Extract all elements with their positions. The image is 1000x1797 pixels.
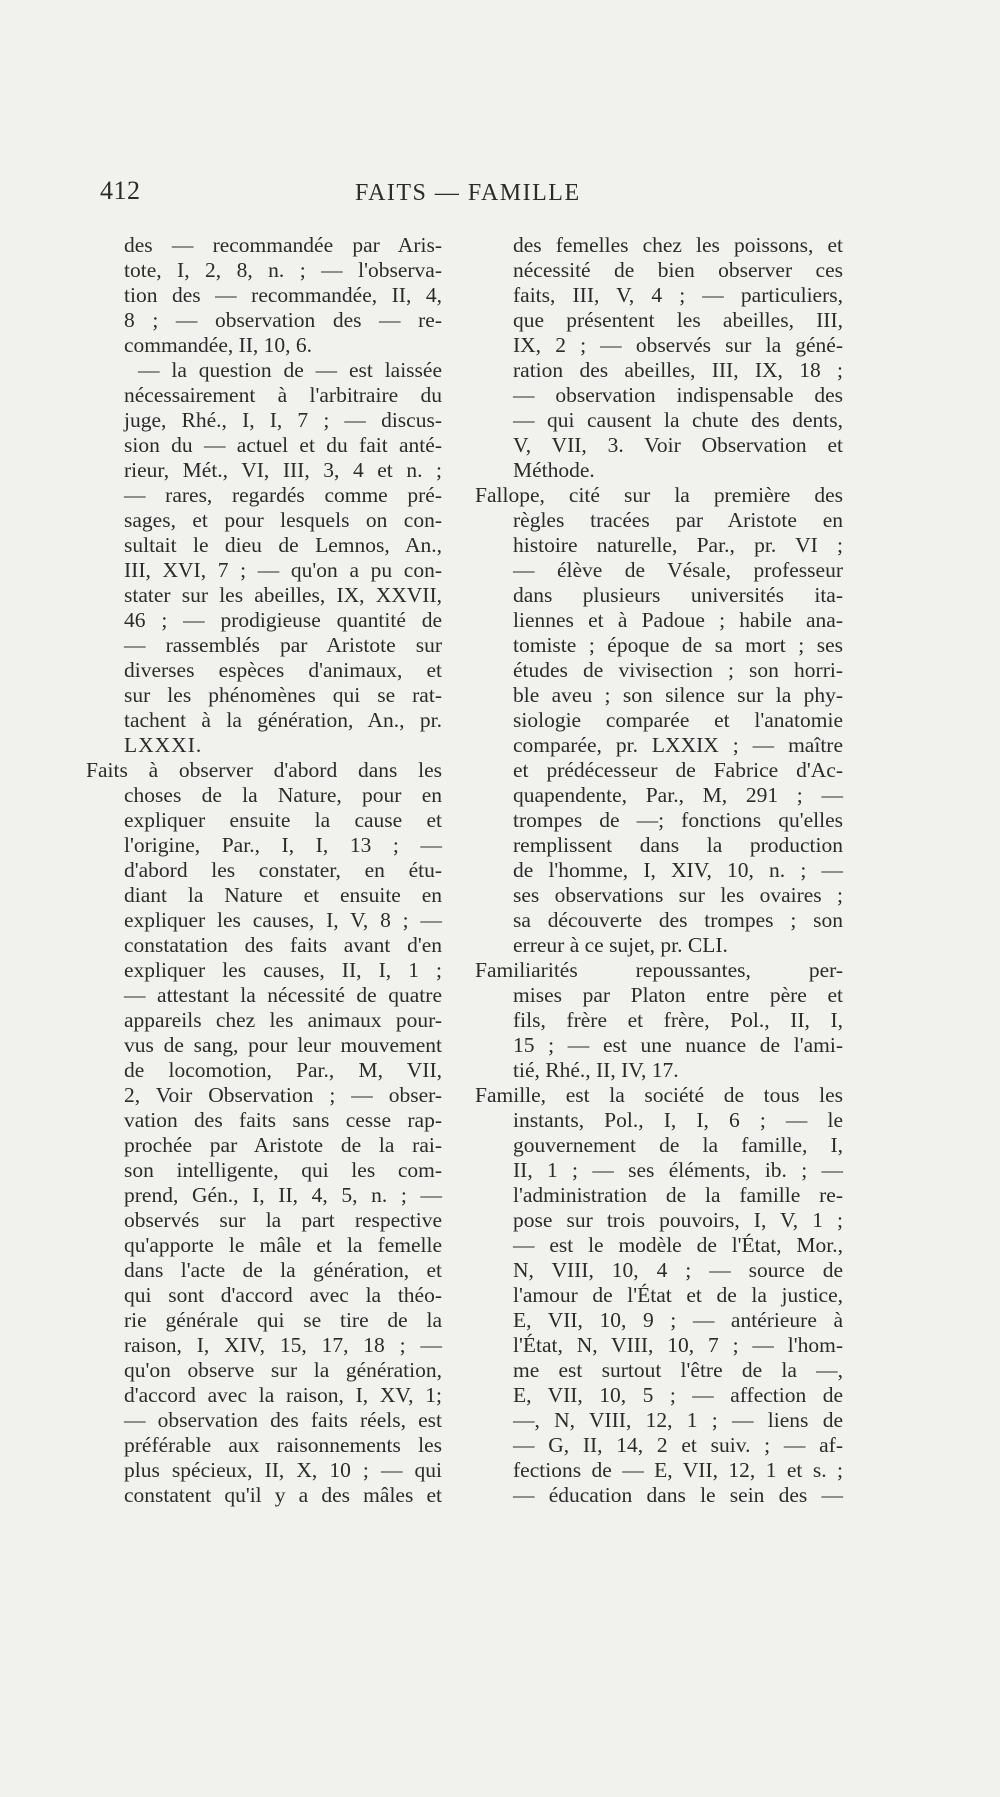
text-line: des femelles chez les poissons, et: [513, 233, 843, 257]
text-line: gouvernement de la famille, I,: [513, 1133, 843, 1157]
text-line: constatation des faits avant d'en: [124, 933, 442, 957]
text-line: préférable aux raisonnements les: [124, 1433, 442, 1457]
text-line: nécessité de bien observer ces: [513, 258, 843, 282]
text-line: expliquer les causes, I, V, 8 ; —: [124, 908, 442, 932]
text-line: — est le modèle de l'État, Mor.,: [513, 1233, 843, 1257]
text-line: observés sur la part respective: [124, 1208, 442, 1232]
text-line: 15 ; — est une nuance de l'ami-: [513, 1033, 843, 1057]
text-line: tomiste ; époque de sa mort ; ses: [513, 633, 843, 657]
text-line: rie générale qui se tire de la: [124, 1308, 442, 1332]
text-line: vation des faits sans cesse rap-: [124, 1108, 442, 1132]
text-line: que présentent les abeilles, III,: [513, 308, 843, 332]
text-line: — observation des faits réels, est: [124, 1408, 442, 1432]
text-line: liennes et à Padoue ; habile ana-: [513, 608, 843, 632]
text-line: d'accord avec la raison, I, XV, 1;: [124, 1383, 442, 1407]
text-line: — élève de Vésale, professeur: [513, 558, 843, 582]
text-line: — qui causent la chute des dents,: [513, 408, 843, 432]
text-line: quapendente, Par., M, 291 ; —: [513, 783, 843, 807]
text-line: siologie comparée et l'anatomie: [513, 708, 843, 732]
text-line: sur les phénomènes qui se rat-: [124, 683, 442, 707]
text-line: d'abord les constater, en étu-: [124, 858, 442, 882]
text-line: 46 ; — prodigieuse quantité de: [124, 608, 442, 632]
text-line: 8 ; — observation des — re-: [124, 308, 442, 332]
text-line: Famille, est la société de tous les: [475, 1083, 843, 1107]
text-line: l'État, N, VIII, 10, 7 ; — l'hom-: [513, 1333, 843, 1357]
text-line: tié, Rhé., II, IV, 17.: [513, 1058, 679, 1082]
text-line: qui sont d'accord avec la théo-: [124, 1283, 442, 1307]
text-line: fils, frère et frère, Pol., II, I,: [513, 1008, 843, 1032]
text-line: faits, III, V, 4 ; — particuliers,: [513, 283, 843, 307]
text-line: — observation indispensable des: [513, 383, 843, 407]
text-line: Familiarités repoussantes, per-: [475, 958, 843, 982]
text-line: sultait le dieu de Lemnos, An.,: [124, 533, 442, 557]
text-line: son intelligente, qui les com-: [124, 1158, 442, 1182]
text-line: constatent qu'il y a des mâles et: [124, 1483, 442, 1507]
text-line: tote, I, 2, 8, n. ; — l'observa-: [124, 258, 442, 282]
text-line: dans plusieurs universités ita-: [513, 583, 843, 607]
text-line: expliquer ensuite la cause et: [124, 808, 442, 832]
text-line: — rassemblés par Aristote sur: [124, 633, 442, 657]
text-line: prend, Gén., I, II, 4, 5, n. ; —: [124, 1183, 442, 1207]
text-line: sa découverte des trompes ; son: [513, 908, 843, 932]
text-line: nécessairement à l'arbitraire du: [124, 383, 442, 407]
text-line: fections de — E, VII, 12, 1 et s. ;: [513, 1458, 843, 1482]
left-column: [86, 233, 442, 1508]
text-line: l'origine, Par., I, I, 13 ; —: [124, 833, 442, 857]
text-line: mises par Platon entre père et: [513, 983, 843, 1007]
text-line: ration des abeilles, III, IX, 18 ;: [513, 358, 843, 382]
text-line: études de vivisection ; son horri-: [513, 658, 843, 682]
text-line: V, VII, 3. Voir Observation et: [513, 433, 843, 457]
text-line: qu'on observe sur la génération,: [124, 1358, 442, 1382]
text-line: l'amour de l'État et de la justice,: [513, 1283, 843, 1307]
text-line: Méthode.: [513, 458, 595, 482]
text-line: juge, Rhé., I, I, 7 ; — discus-: [124, 408, 442, 432]
text-line: dans l'acte de la génération, et: [124, 1258, 442, 1282]
text-line: II, 1 ; — ses éléments, ib. ; —: [513, 1158, 843, 1182]
text-line: prochée par Aristote de la rai-: [124, 1133, 442, 1157]
text-line: règles tracées par Aristote en: [513, 508, 843, 532]
text-line: Fallope, cité sur la première des: [475, 483, 843, 507]
text-line: ble aveu ; son silence sur la phy-: [513, 683, 843, 707]
text-line: — attestant la nécessité de quatre: [124, 983, 442, 1007]
text-line: sages, et pour lesquels on con-: [124, 508, 442, 532]
text-line: expliquer les causes, II, I, 1 ;: [124, 958, 442, 982]
text-line: — la question de — est laissée: [138, 358, 442, 382]
text-line: stater sur les abeilles, IX, XXVII,: [124, 583, 442, 607]
text-line: l'administration de la famille re-: [513, 1183, 843, 1207]
text-line: diverses espèces d'animaux, et: [124, 658, 442, 682]
text-line: choses de la Nature, pour en: [124, 783, 442, 807]
text-line: ses observations sur les ovaires ;: [513, 883, 843, 907]
text-line: 2, Voir Observation ; — obser-: [124, 1083, 442, 1107]
text-line: Faits à observer d'abord dans les: [86, 758, 442, 782]
text-line: qu'apporte le mâle et la femelle: [124, 1233, 442, 1257]
text-line: N, VIII, 10, 4 ; — source de: [513, 1258, 843, 1282]
text-line: LXXXI.: [124, 733, 203, 757]
text-line: instants, Pol., I, I, 6 ; — le: [513, 1108, 843, 1132]
text-line: commandée, II, 10, 6.: [124, 333, 313, 357]
running-head: FAITS — FAMILLE: [355, 180, 581, 206]
text-line: —, N, VIII, 12, 1 ; — liens de: [513, 1408, 843, 1432]
text-line: — G, II, 14, 2 et suiv. ; — af-: [513, 1433, 843, 1457]
text-line: — éducation dans le sein des —: [513, 1483, 843, 1507]
text-line: E, VII, 10, 9 ; — antérieure à: [513, 1308, 843, 1332]
text-line: tachent à la génération, An., pr.: [124, 708, 442, 732]
text-line: rieur, Mét., VI, III, 3, 4 et n. ;: [124, 458, 442, 482]
text-line: et prédécesseur de Fabrice d'Ac-: [513, 758, 843, 782]
text-line: diant la Nature et ensuite en: [124, 883, 442, 907]
text-line: de locomotion, Par., M, VII,: [124, 1058, 442, 1082]
text-line: tion des — recommandée, II, 4,: [124, 283, 442, 307]
text-line: appareils chez les animaux pour-: [124, 1008, 442, 1032]
text-line: remplissent dans la production: [513, 833, 843, 857]
text-line: III, XVI, 7 ; — qu'on a pu con-: [124, 558, 442, 582]
text-line: histoire naturelle, Par., pr. VI ;: [513, 533, 843, 557]
text-line: raison, I, XIV, 15, 17, 18 ; —: [124, 1333, 442, 1357]
text-line: de l'homme, I, XIV, 10, n. ; —: [513, 858, 843, 882]
text-line: erreur à ce sujet, pr. CLI.: [513, 933, 728, 957]
text-line: plus spécieux, II, X, 10 ; — qui: [124, 1458, 442, 1482]
text-line: me est surtout l'être de la —,: [513, 1358, 843, 1382]
text-line: — rares, regardés comme pré-: [124, 483, 442, 507]
text-line: pose sur trois pouvoirs, I, V, 1 ;: [513, 1208, 843, 1232]
right-column: [475, 233, 843, 1508]
text-line: comparée, pr. LXXIX ; — maître: [513, 733, 843, 757]
text-line: des — recommandée par Aris-: [124, 233, 442, 257]
text-line: sion du — actuel et du fait anté-: [124, 433, 442, 457]
text-line: IX, 2 ; — observés sur la géné-: [513, 333, 843, 357]
page-number: 412: [100, 176, 141, 205]
text-line: trompes de —; fonctions qu'elles: [513, 808, 843, 832]
text-line: vus de sang, pour leur mouvement: [124, 1033, 442, 1057]
text-line: E, VII, 10, 5 ; — affection de: [513, 1383, 843, 1407]
